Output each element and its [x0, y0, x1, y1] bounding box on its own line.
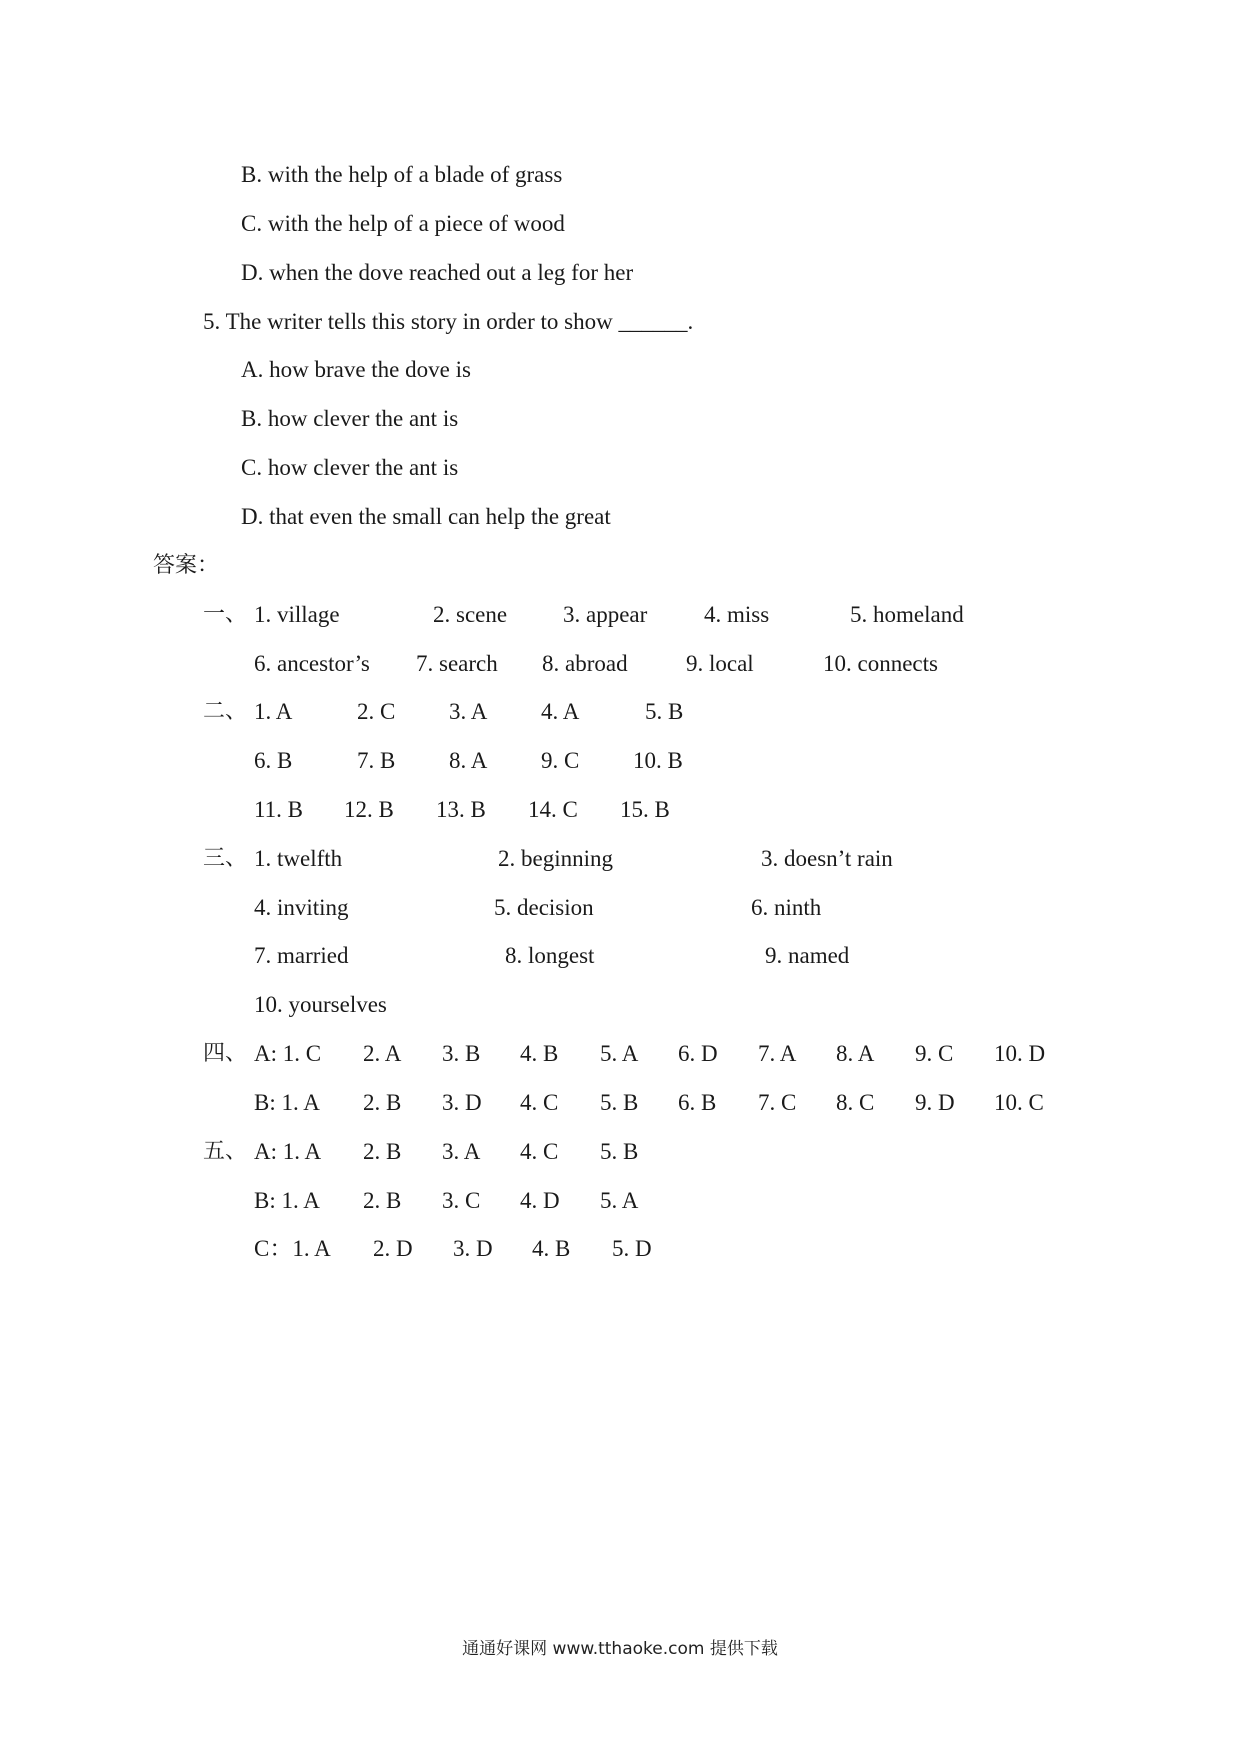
answer-item: 4. B: [520, 1041, 559, 1066]
answer-item: 1. village: [254, 602, 340, 627]
answer-item: 9. C: [541, 748, 580, 773]
answer-item: 9. C: [915, 1041, 954, 1066]
answer-item: 10. connects: [823, 651, 938, 676]
answer-item: 5. A: [600, 1188, 639, 1213]
answer-item: B: 1. A: [254, 1188, 320, 1213]
answer-item: A: 1. A: [254, 1139, 322, 1164]
answer-item: 3. A: [449, 699, 488, 724]
answer-item: 15. B: [620, 797, 670, 822]
section-1-label: 一、: [203, 602, 248, 627]
answer-item: 13. B: [436, 797, 486, 822]
answer-item: 9. D: [915, 1090, 955, 1115]
footer-source: 通通好课网 www.tthaoke.com 提供下载: [462, 1639, 778, 1659]
answer-item: 5. decision: [494, 895, 594, 920]
answer-item: 10. D: [994, 1041, 1046, 1066]
answer-item: 3. doesn’t rain: [761, 846, 893, 871]
q4-option-c: C. with the help of a piece of wood: [241, 211, 565, 236]
answer-item: 5. homeland: [850, 602, 964, 627]
answer-item: 3. A: [442, 1139, 481, 1164]
answers-heading: 答案：: [153, 553, 220, 578]
answer-item: 2. B: [363, 1188, 402, 1213]
section-3-label: 三、: [203, 846, 248, 871]
answer-item: 2. B: [363, 1090, 402, 1115]
answer-item: 7. search: [416, 651, 498, 676]
answer-item: 7. B: [357, 748, 396, 773]
answer-item: 5. B: [600, 1139, 639, 1164]
section-5-label: 五、: [203, 1139, 248, 1164]
answer-item: 6. D: [678, 1041, 718, 1066]
answer-item: 6. ninth: [751, 895, 822, 920]
answer-item: 1. A: [254, 699, 293, 724]
answer-item: C：1. A: [254, 1236, 331, 1261]
answer-item: 7. married: [254, 943, 349, 968]
section-2-label: 二、: [203, 699, 248, 724]
answer-item: B: 1. A: [254, 1090, 320, 1115]
answer-item: 5. B: [600, 1090, 639, 1115]
answer-item: 4. B: [532, 1236, 571, 1261]
answer-item: 3. appear: [563, 602, 648, 627]
answer-item: 11. B: [254, 797, 303, 822]
answer-item: 5. B: [645, 699, 684, 724]
answer-item: 6. B: [678, 1090, 717, 1115]
answer-item: 8. A: [836, 1041, 875, 1066]
answer-item: A: 1. C: [254, 1041, 322, 1066]
q5-option-b: B. how clever the ant is: [241, 406, 459, 431]
q5-stem: 5. The writer tells this story in order to show ______.: [203, 309, 694, 334]
answer-item: 6. B: [254, 748, 293, 773]
answer-item: 8. abroad: [542, 651, 628, 676]
answer-item: 10. yourselves: [254, 992, 387, 1017]
q5-option-c: C. how clever the ant is: [241, 455, 459, 480]
answer-item: 3. D: [442, 1090, 482, 1115]
answer-item: 2. B: [363, 1139, 402, 1164]
answer-item: 9. named: [765, 943, 850, 968]
answer-item: 4. inviting: [254, 895, 349, 920]
answer-item: 10. B: [633, 748, 683, 773]
answer-item: 4. D: [520, 1188, 560, 1213]
answer-item: 4. C: [520, 1139, 559, 1164]
answer-item: 6. ancestor’s: [254, 651, 370, 676]
answer-item: 7. A: [758, 1041, 797, 1066]
section-4-label: 四、: [203, 1041, 248, 1066]
answer-item: 5. D: [612, 1236, 652, 1261]
answer-item: 4. C: [520, 1090, 559, 1115]
q5-option-d: D. that even the small can help the great: [241, 504, 611, 529]
q5-option-a: A. how brave the dove is: [241, 357, 471, 382]
answer-item: 8. C: [836, 1090, 875, 1115]
q4-option-d: D. when the dove reached out a leg for her: [241, 260, 634, 285]
answer-item: 2. D: [373, 1236, 413, 1261]
q4-option-b: B. with the help of a blade of grass: [241, 162, 563, 187]
answer-item: 3. D: [453, 1236, 493, 1261]
answer-item: 3. C: [442, 1188, 481, 1213]
answer-item: 2. beginning: [498, 846, 613, 871]
answer-item: 4. miss: [704, 602, 770, 627]
answer-item: 8. A: [449, 748, 488, 773]
answer-item: 14. C: [528, 797, 578, 822]
answer-item: 2. C: [357, 699, 396, 724]
answer-item: 5. A: [600, 1041, 639, 1066]
answer-item: 1. twelfth: [254, 846, 343, 871]
answer-item: 7. C: [758, 1090, 797, 1115]
answer-item: 10. C: [994, 1090, 1044, 1115]
answer-item: 4. A: [541, 699, 580, 724]
answer-item: 3. B: [442, 1041, 481, 1066]
answer-item: 2. A: [363, 1041, 402, 1066]
answer-item: 12. B: [344, 797, 394, 822]
answer-item: 9. local: [686, 651, 754, 676]
answer-item: 8. longest: [505, 943, 595, 968]
answer-item: 2. scene: [433, 602, 508, 627]
